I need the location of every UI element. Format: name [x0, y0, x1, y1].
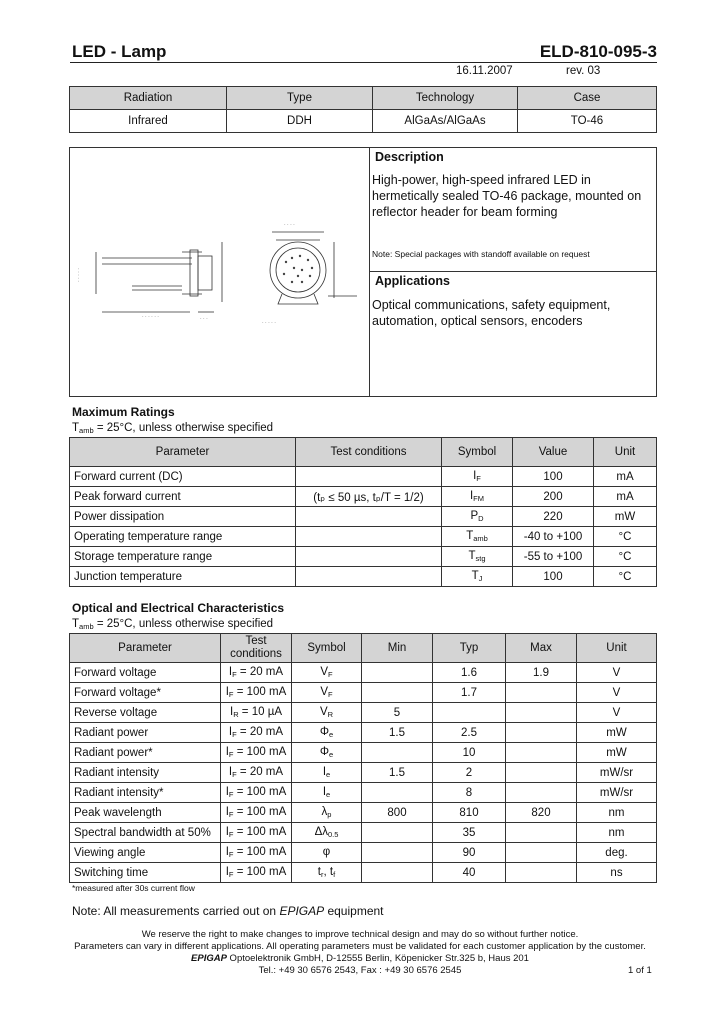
summary-header-case: Case: [518, 87, 657, 110]
oe-min: [362, 863, 433, 883]
oe-parameter: Radiant intensity: [70, 763, 221, 783]
oe-unit: V: [577, 703, 657, 723]
oe-min: [362, 663, 433, 683]
symbol-sub-2: f: [333, 870, 336, 879]
applications-title: Applications: [375, 274, 451, 288]
condition-main: I: [229, 706, 234, 718]
summary-case: TO-46: [518, 110, 657, 133]
symbol-sub: F: [328, 690, 333, 699]
oe-symbol: [292, 763, 362, 783]
summary-header-type: Type: [227, 87, 373, 110]
table-row: [70, 567, 657, 587]
condition-sub: F: [228, 750, 234, 759]
oe-conditions: [221, 663, 292, 683]
mr-parameter: Storage temperature range: [70, 547, 296, 567]
mr-parameter: Forward current (DC): [70, 467, 296, 487]
oe-parameter: Radiant power*: [70, 743, 221, 763]
symbol-main: Φ: [319, 746, 329, 758]
mr-conditions: [296, 467, 442, 487]
oe-parameter: Radiant intensity*: [70, 783, 221, 803]
optical-title: Optical and Electrical Characteristics: [72, 601, 285, 615]
oe-max: [506, 683, 577, 703]
mr-conditions: [296, 527, 442, 547]
oe-max: 820: [506, 803, 577, 823]
condition-prefix: T: [72, 618, 80, 630]
condition-sub: F: [232, 670, 237, 679]
oe-parameter: Forward voltage*: [70, 683, 221, 703]
oe-parameter: Radiant power: [70, 723, 221, 743]
svg-text:· · ·: · · ·: [200, 316, 208, 322]
max-ratings-condition: [72, 422, 273, 435]
oe-min: [362, 743, 433, 763]
oe-max: [506, 763, 577, 783]
oe-max: [506, 843, 577, 863]
oe-unit: mW: [577, 743, 657, 763]
condition-sub: amb: [79, 622, 94, 631]
symbol-sub: e: [326, 770, 331, 779]
condition-value: = 100 mA: [233, 826, 287, 838]
symbol-main: V: [320, 666, 329, 678]
table-row: [70, 723, 657, 743]
mr-unit: °C: [594, 547, 657, 567]
oe-typ: 35: [433, 823, 506, 843]
condition-value: = 100 mA: [233, 806, 287, 818]
symbol-main: Δλ: [314, 826, 328, 838]
summary-header-radiation: Radiation: [70, 87, 227, 110]
symbol-sub: e: [329, 730, 334, 739]
condition-sub: F: [232, 770, 237, 779]
mr-unit: °C: [594, 567, 657, 587]
oe-parameter: Peak wavelength: [70, 803, 221, 823]
max-ratings-title: Maximum Ratings: [72, 405, 175, 419]
oe-min: [362, 823, 433, 843]
condition-value: = 20 mA: [236, 766, 284, 778]
condition-value: = 20 mA: [236, 666, 284, 678]
mr-conditions: [296, 507, 442, 527]
document-title: LED - Lamp: [72, 42, 167, 61]
oe-min: 5: [362, 703, 433, 723]
mr-header-value: Value: [513, 438, 594, 467]
table-row: [70, 863, 657, 883]
oe-unit: V: [577, 683, 657, 703]
table-row: [70, 547, 657, 567]
summary-table: [69, 86, 657, 133]
oe-max: [506, 743, 577, 763]
oe-typ: 1.6: [433, 663, 506, 683]
oe-unit: V: [577, 663, 657, 683]
oe-min: [362, 843, 433, 863]
oe-typ: 2.5: [433, 723, 506, 743]
oe-conditions: [221, 723, 292, 743]
package-drawing: [72, 212, 367, 332]
condition-sub: R: [233, 710, 239, 719]
footer-line-3: [0, 953, 720, 964]
oe-typ: 810: [433, 803, 506, 823]
symbol-sub: p: [327, 810, 332, 819]
oe-max: [506, 703, 577, 723]
condition-value: = 100 mA: [233, 686, 287, 698]
mr-conditions: (tₚ ≤ 50 µs, tₚ/T = 1/2): [296, 487, 442, 507]
oe-typ: [433, 703, 506, 723]
oe-max: [506, 723, 577, 743]
oe-symbol: [292, 743, 362, 763]
table-row: [70, 527, 657, 547]
oe-unit: mW/sr: [577, 763, 657, 783]
oe-header-symbol: Symbol: [292, 634, 362, 663]
oe-min: 1.5: [362, 723, 433, 743]
mr-unit: mA: [594, 467, 657, 487]
mr-header-unit: Unit: [594, 438, 657, 467]
symbol-sub: F: [476, 474, 481, 483]
oe-typ: 10: [433, 743, 506, 763]
table-row: [70, 803, 657, 823]
condition-value: = 100 mA: [233, 866, 287, 878]
table-row: [70, 507, 657, 527]
oe-header-typ: Typ: [433, 634, 506, 663]
oe-header-unit: Unit: [577, 634, 657, 663]
footer-line-2: Parameters can vary in different applications. All operating parameters must be validated for each customer application by the customer.: [74, 941, 646, 952]
oe-conditions: [221, 863, 292, 883]
mr-unit: °C: [594, 527, 657, 547]
mr-symbol: [442, 567, 513, 587]
note-brand: EPIGAP: [279, 904, 325, 918]
applications-text: Optical communications, safety equipment, automation, optical sensors, encoders: [372, 298, 611, 328]
symbol-sub: r: [321, 870, 324, 879]
table-row: [70, 823, 657, 843]
optical-table: [69, 633, 657, 883]
description-note: Note: Special packages with standoff available on request: [372, 249, 590, 259]
oe-typ: 8: [433, 783, 506, 803]
condition-main: I: [225, 786, 229, 798]
mr-value: 100: [513, 467, 594, 487]
oe-symbol: [292, 783, 362, 803]
summary-type: DDH: [227, 110, 373, 133]
table-row: [70, 763, 657, 783]
symbol-main: λ: [321, 806, 328, 818]
symbol-main-2: , t: [323, 866, 334, 878]
mr-value: -55 to +100: [513, 547, 594, 567]
mr-symbol: [442, 547, 513, 567]
summary-radiation: Infrared: [70, 110, 227, 133]
max-ratings-table: [69, 437, 657, 587]
condition-main: I: [228, 666, 233, 678]
summary-header-technology: Technology: [373, 87, 518, 110]
svg-text:· · · · ·: · · · · ·: [262, 320, 276, 326]
oe-unit: deg.: [577, 843, 657, 863]
symbol-sub: 0.5: [328, 830, 339, 839]
description-text: High-power, high-speed infrared LED in hermetically sealed TO-46 package, mounted on reflector header for beam forming: [372, 173, 642, 219]
symbol-main: T: [466, 530, 474, 542]
oe-header-conditions: Test conditions: [221, 634, 292, 663]
symbol-main: I: [322, 766, 327, 778]
oe-symbol: [292, 823, 362, 843]
table-row: [70, 743, 657, 763]
condition-main: I: [225, 846, 229, 858]
oe-max: [506, 783, 577, 803]
page-number: 1 of 1: [628, 965, 652, 976]
oe-max: [506, 863, 577, 883]
optical-condition: [72, 618, 273, 631]
oe-min: [362, 683, 433, 703]
oe-min: [362, 783, 433, 803]
table-row: [70, 663, 657, 683]
condition-value: = 100 mA: [233, 786, 287, 798]
symbol-main: I: [473, 470, 477, 482]
mr-conditions: [296, 547, 442, 567]
oe-unit: mW: [577, 723, 657, 743]
mr-parameter: Power dissipation: [70, 507, 296, 527]
oe-symbol: [292, 723, 362, 743]
symbol-sub: e: [326, 790, 331, 799]
note-suffix: equipment: [324, 904, 384, 918]
header-rule: [70, 62, 657, 63]
oe-typ: 1.7: [433, 683, 506, 703]
footer-line-4: Tel.: +49 30 6576 2543, Fax : +49 30 6576 2545: [258, 965, 462, 976]
measurement-note: [72, 904, 384, 918]
symbol-sub: J: [478, 574, 483, 583]
oe-symbol: [292, 803, 362, 823]
table-row: [70, 703, 657, 723]
oe-unit: nm: [577, 823, 657, 843]
condition-main: I: [225, 866, 229, 878]
description-divider: [369, 271, 657, 272]
oe-conditions: [221, 763, 292, 783]
mr-symbol: [442, 507, 513, 527]
oe-parameter: Switching time: [70, 863, 221, 883]
condition-main: I: [225, 826, 229, 838]
oe-conditions: [221, 683, 292, 703]
symbol-main: Φ: [319, 726, 329, 738]
mr-symbol: [442, 527, 513, 547]
mr-header-symbol: Symbol: [442, 438, 513, 467]
oe-conditions: [221, 783, 292, 803]
oe-symbol: [292, 703, 362, 723]
condition-main: I: [225, 806, 229, 818]
mr-header-parameter: Parameter: [70, 438, 296, 467]
oe-conditions: [221, 743, 292, 763]
document-revision: rev. 03: [566, 65, 601, 77]
table-row: [70, 467, 657, 487]
oe-unit: nm: [577, 803, 657, 823]
oe-parameter: Reverse voltage: [70, 703, 221, 723]
symbol-main: I: [322, 786, 327, 798]
footer-address: Optoelektronik GmbH, D-12555 Berlin, Köpenicker Str.325 b, Haus 201: [226, 953, 529, 964]
package-divider: [369, 147, 370, 397]
condition-value: = 100 mA: [233, 846, 287, 858]
oe-conditions: [221, 703, 292, 723]
symbol-main: P: [470, 510, 479, 522]
oe-max: 1.9: [506, 663, 577, 683]
svg-text:· · · · · ·: · · · · · ·: [142, 314, 159, 320]
oe-conditions: [221, 823, 292, 843]
condition-sub: F: [232, 730, 237, 739]
condition-main: I: [228, 726, 233, 738]
oe-unit: mW/sr: [577, 783, 657, 803]
oe-header-min: Min: [362, 634, 433, 663]
oe-typ: 2: [433, 763, 506, 783]
oe-typ: 90: [433, 843, 506, 863]
condition-sub: F: [228, 810, 234, 819]
mr-parameter: Operating temperature range: [70, 527, 296, 547]
oe-symbol: [292, 683, 362, 703]
mr-value: 100: [513, 567, 594, 587]
oe-header-max: Max: [506, 634, 577, 663]
condition-value: = 10 µA: [238, 706, 282, 718]
symbol-sub: e: [329, 750, 334, 759]
oe-header-parameter: Parameter: [70, 634, 221, 663]
mr-symbol: [442, 487, 513, 507]
mr-value: -40 to +100: [513, 527, 594, 547]
symbol-main: V: [319, 706, 328, 718]
description-title: Description: [375, 150, 444, 164]
condition-main: I: [225, 686, 229, 698]
summary-technology: AlGaAs/AlGaAs: [373, 110, 518, 133]
condition-sub: amb: [79, 426, 94, 435]
document-date: 16.11.2007: [456, 65, 513, 77]
svg-text:· · · ·: · · · ·: [284, 222, 295, 228]
condition-sub: F: [228, 690, 234, 699]
symbol-sub: FM: [473, 494, 485, 503]
oe-symbol: [292, 663, 362, 683]
oe-conditions: [221, 803, 292, 823]
part-number: ELD-810-095-3: [539, 42, 657, 61]
mr-parameter: Peak forward current: [70, 487, 296, 507]
oe-min: 1.5: [362, 763, 433, 783]
mr-unit: mA: [594, 487, 657, 507]
condition-sub: F: [228, 870, 234, 879]
oe-max: [506, 823, 577, 843]
symbol-main: I: [469, 490, 474, 502]
mr-parameter: Junction temperature: [70, 567, 296, 587]
oe-min: 800: [362, 803, 433, 823]
oe-parameter: Spectral bandwidth at 50%: [70, 823, 221, 843]
oe-symbol: [292, 843, 362, 863]
symbol-sub: stg: [475, 554, 486, 563]
condition-sub: F: [228, 830, 234, 839]
condition-sub: F: [228, 850, 234, 859]
oe-parameter: Forward voltage: [70, 663, 221, 683]
mr-conditions: [296, 567, 442, 587]
symbol-sub: R: [327, 710, 334, 719]
symbol-sub: D: [478, 514, 484, 523]
oe-typ: 40: [433, 863, 506, 883]
mr-symbol: [442, 467, 513, 487]
condition-main: I: [225, 746, 229, 758]
footer-brand: EPIGAP: [191, 953, 227, 964]
oe-symbol: [292, 863, 362, 883]
symbol-main: t: [317, 866, 321, 878]
optical-footnote: *measured after 30s current flow: [72, 883, 195, 893]
condition-sub: F: [228, 790, 234, 799]
oe-conditions: [221, 843, 292, 863]
condition-main: I: [228, 766, 233, 778]
condition-prefix: T: [72, 422, 80, 434]
condition-suffix: = 25°C, unless otherwise specified: [93, 618, 274, 630]
mr-header-conditions: Test conditions: [296, 438, 442, 467]
condition-value: = 20 mA: [236, 726, 284, 738]
table-row: [70, 783, 657, 803]
table-row: [70, 683, 657, 703]
symbol-sub: amb: [473, 534, 488, 543]
oe-unit: ns: [577, 863, 657, 883]
condition-suffix: = 25°C, unless otherwise specified: [93, 422, 274, 434]
symbol-main: T: [471, 570, 479, 582]
mr-value: 220: [513, 507, 594, 527]
table-row: [70, 487, 657, 507]
mr-unit: mW: [594, 507, 657, 527]
mr-value: 200: [513, 487, 594, 507]
symbol-main: V: [320, 686, 329, 698]
symbol-main: T: [468, 550, 476, 562]
condition-value: = 100 mA: [233, 746, 287, 758]
table-row: [70, 843, 657, 863]
footer-line-1: We reserve the right to make changes to improve technical design and may do so without further notice.: [141, 929, 579, 940]
symbol-main: φ: [322, 846, 331, 858]
oe-parameter: Viewing angle: [70, 843, 221, 863]
svg-text:· · · · ·: · · · · ·: [76, 268, 82, 282]
note-prefix: Note: All measurements carried out on: [72, 904, 280, 918]
symbol-sub: F: [328, 670, 333, 679]
